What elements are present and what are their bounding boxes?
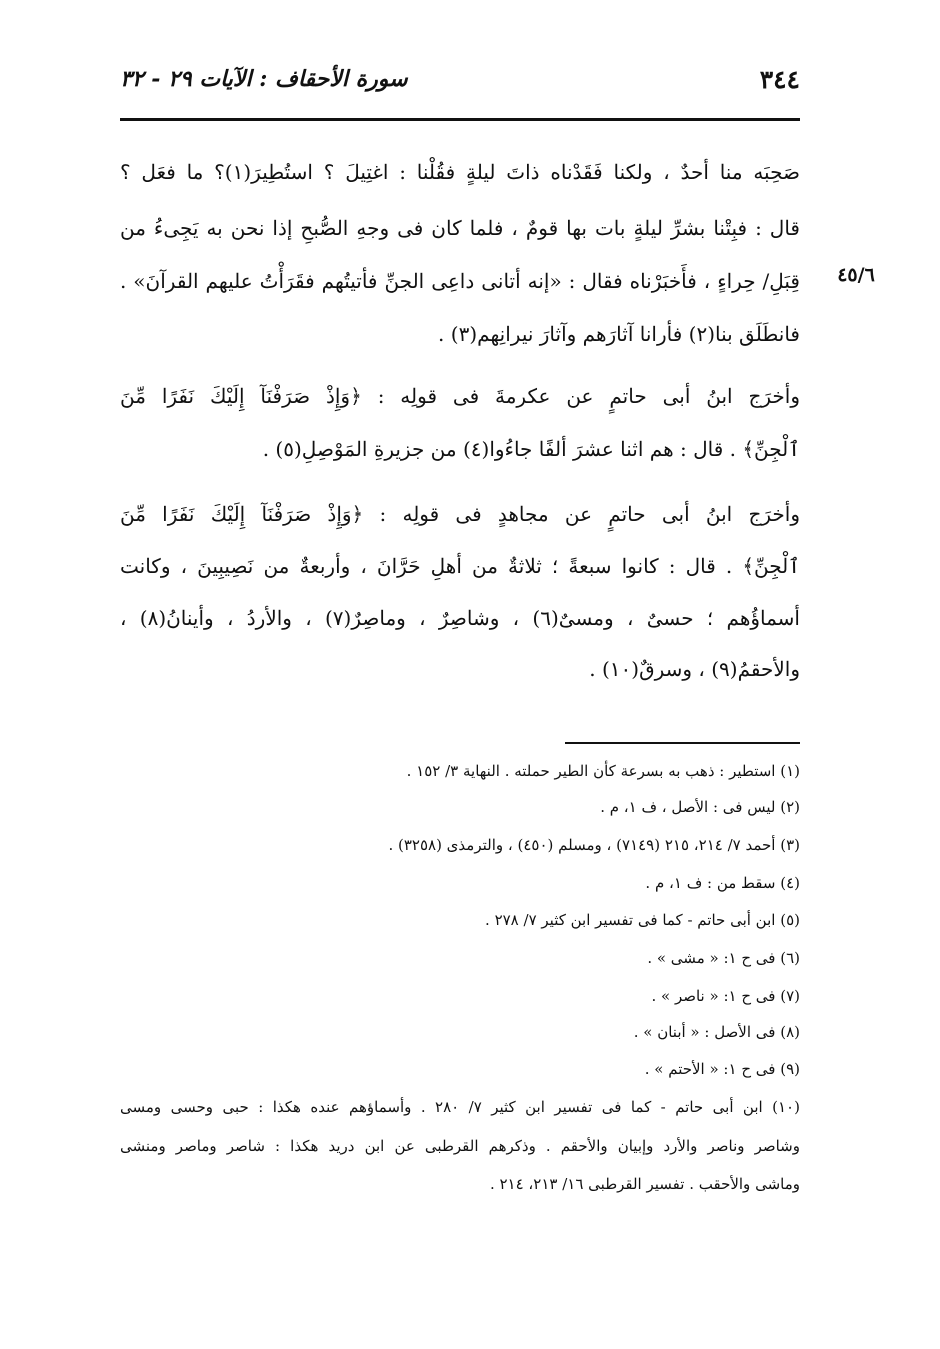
footnote-10-line-3: وماشى والأحقب . تفسير القرطبى ١٦/ ٢١٣، ٢١٤ . — [489, 1175, 800, 1193]
footnote-5: (٥) ابن أبى حاتم - كما فى تفسير ابن كثير ٧/ ٢٧٨ . — [485, 911, 800, 929]
footnote-6: (٦) فى ح ١: « مشى » . — [647, 949, 800, 967]
page-header — [120, 56, 800, 102]
page-number: ٣٤٤ — [759, 64, 800, 94]
text-line-9: أسماؤُهم ؛ حسىٌ ، ومسىٌ(٦) ، وشاصِرٌ ، وماصِرٌ(٧) ، والأردُ ، وأينانُ(٨) ، — [120, 606, 800, 630]
running-title: سورة الأحقاف : الآيات ٢٩ - ٣٢ — [120, 66, 408, 92]
footnote-9: (٩) فى ح ١: « الأحتم » . — [644, 1060, 800, 1078]
footnote-7: (٧) فى ح ١: « ناصر » . — [651, 987, 800, 1005]
header-rule — [120, 118, 800, 121]
footnote-rule — [565, 742, 800, 744]
text-line-5: وأخرَج ابنُ أبى حاتمٍ عن عكرمةَ فى قولِه : ﴿وَإِذْ صَرَفْنَآ إِلَيْكَ نَفَرًا مِّنَ — [120, 384, 800, 408]
text-line-3: قِبَلِ/ حِراءٍ ، فأَخبَرْناه فقال : «إنه أتانى داعِى الجنِّ فأتيتُهم فقَرَأْتُ عليهم القرآنَ» . — [120, 269, 800, 293]
text-line-6: ٱلْجِنِّ﴾ . قال : هم اثنا عشرَ ألفًا جاءُوا(٤) من جزيرةِ المَوْصِلِ(٥) . — [262, 437, 800, 461]
footnote-8: (٨) فى الأصل : « أبنان » . — [633, 1023, 800, 1041]
text-line-10: والأحقمُ(٩) ، وسرقٌ(١٠) . — [589, 657, 800, 681]
text-line-7: وأخرَج ابنُ أبى حاتمٍ عن مجاهدٍ فى قولِه : ﴿وَإِذْ صَرَفْنَآ إِلَيْكَ نَفَرًا مِّنَ — [120, 502, 800, 526]
footnote-3: (٣) أحمد ٧/ ٢١٤، ٢١٥ (٧١٤٩) ، ومسلم (٤٥٠) ، والترمذى (٣٢٥٨) . — [388, 836, 800, 854]
footnote-10-line-2: وشاصر وناصر والأرد وإبيان والأحقم . وذكرهم القرطبى عن ابن دريد هكذا : شاصر وماصر ومنشى — [120, 1137, 800, 1155]
text-line-1: صَحِبَه منا أحدٌ ، ولكنا فَقَدْناه ذاتَ ليلةٍ فقُلْنا : اغتِيلَ ؟ استُطِيرَ(١)؟ ما فعَل ؟ — [120, 160, 800, 184]
footnote-10-line-1: (١٠) ابن أبى حاتم - كما فى تفسير ابن كثير ٧/ ٢٨٠ . وأسماؤهم عنده هكذا : حبى وحسى ومسى — [120, 1098, 800, 1116]
text-line-8: ٱلْجِنِّ﴾ . قال : كانوا سبعةً ؛ ثلاثةٌ من أهلِ حَرَّانَ ، وأربعةٌ من نَصِيبِينَ ، وكانت — [120, 554, 800, 578]
footnote-4: (٤) سقط من : ف ١، م . — [645, 874, 800, 892]
footnote-1: (١) استطير : ذهب به بسرعة كأن الطير حملته . النهاية ٣/ ١٥٢ . — [406, 762, 800, 780]
text-line-4: فانطَلَق بنا(٢) فأرانا آثارَهم وآثارَ نيرانِهم(٣) . — [438, 322, 800, 346]
text-line-2: قال : فبِتْنا بشرِّ ليلةٍ بات بها قومٌ ، فلما كان فى وجهِ الصُّبحِ إذا نحن به يَجِىءُ من — [120, 216, 800, 240]
footnote-2: (٢) ليس فى : الأصل ، ف ١، م . — [600, 798, 800, 816]
margin-reference: ٤٥/٦ — [837, 264, 875, 286]
